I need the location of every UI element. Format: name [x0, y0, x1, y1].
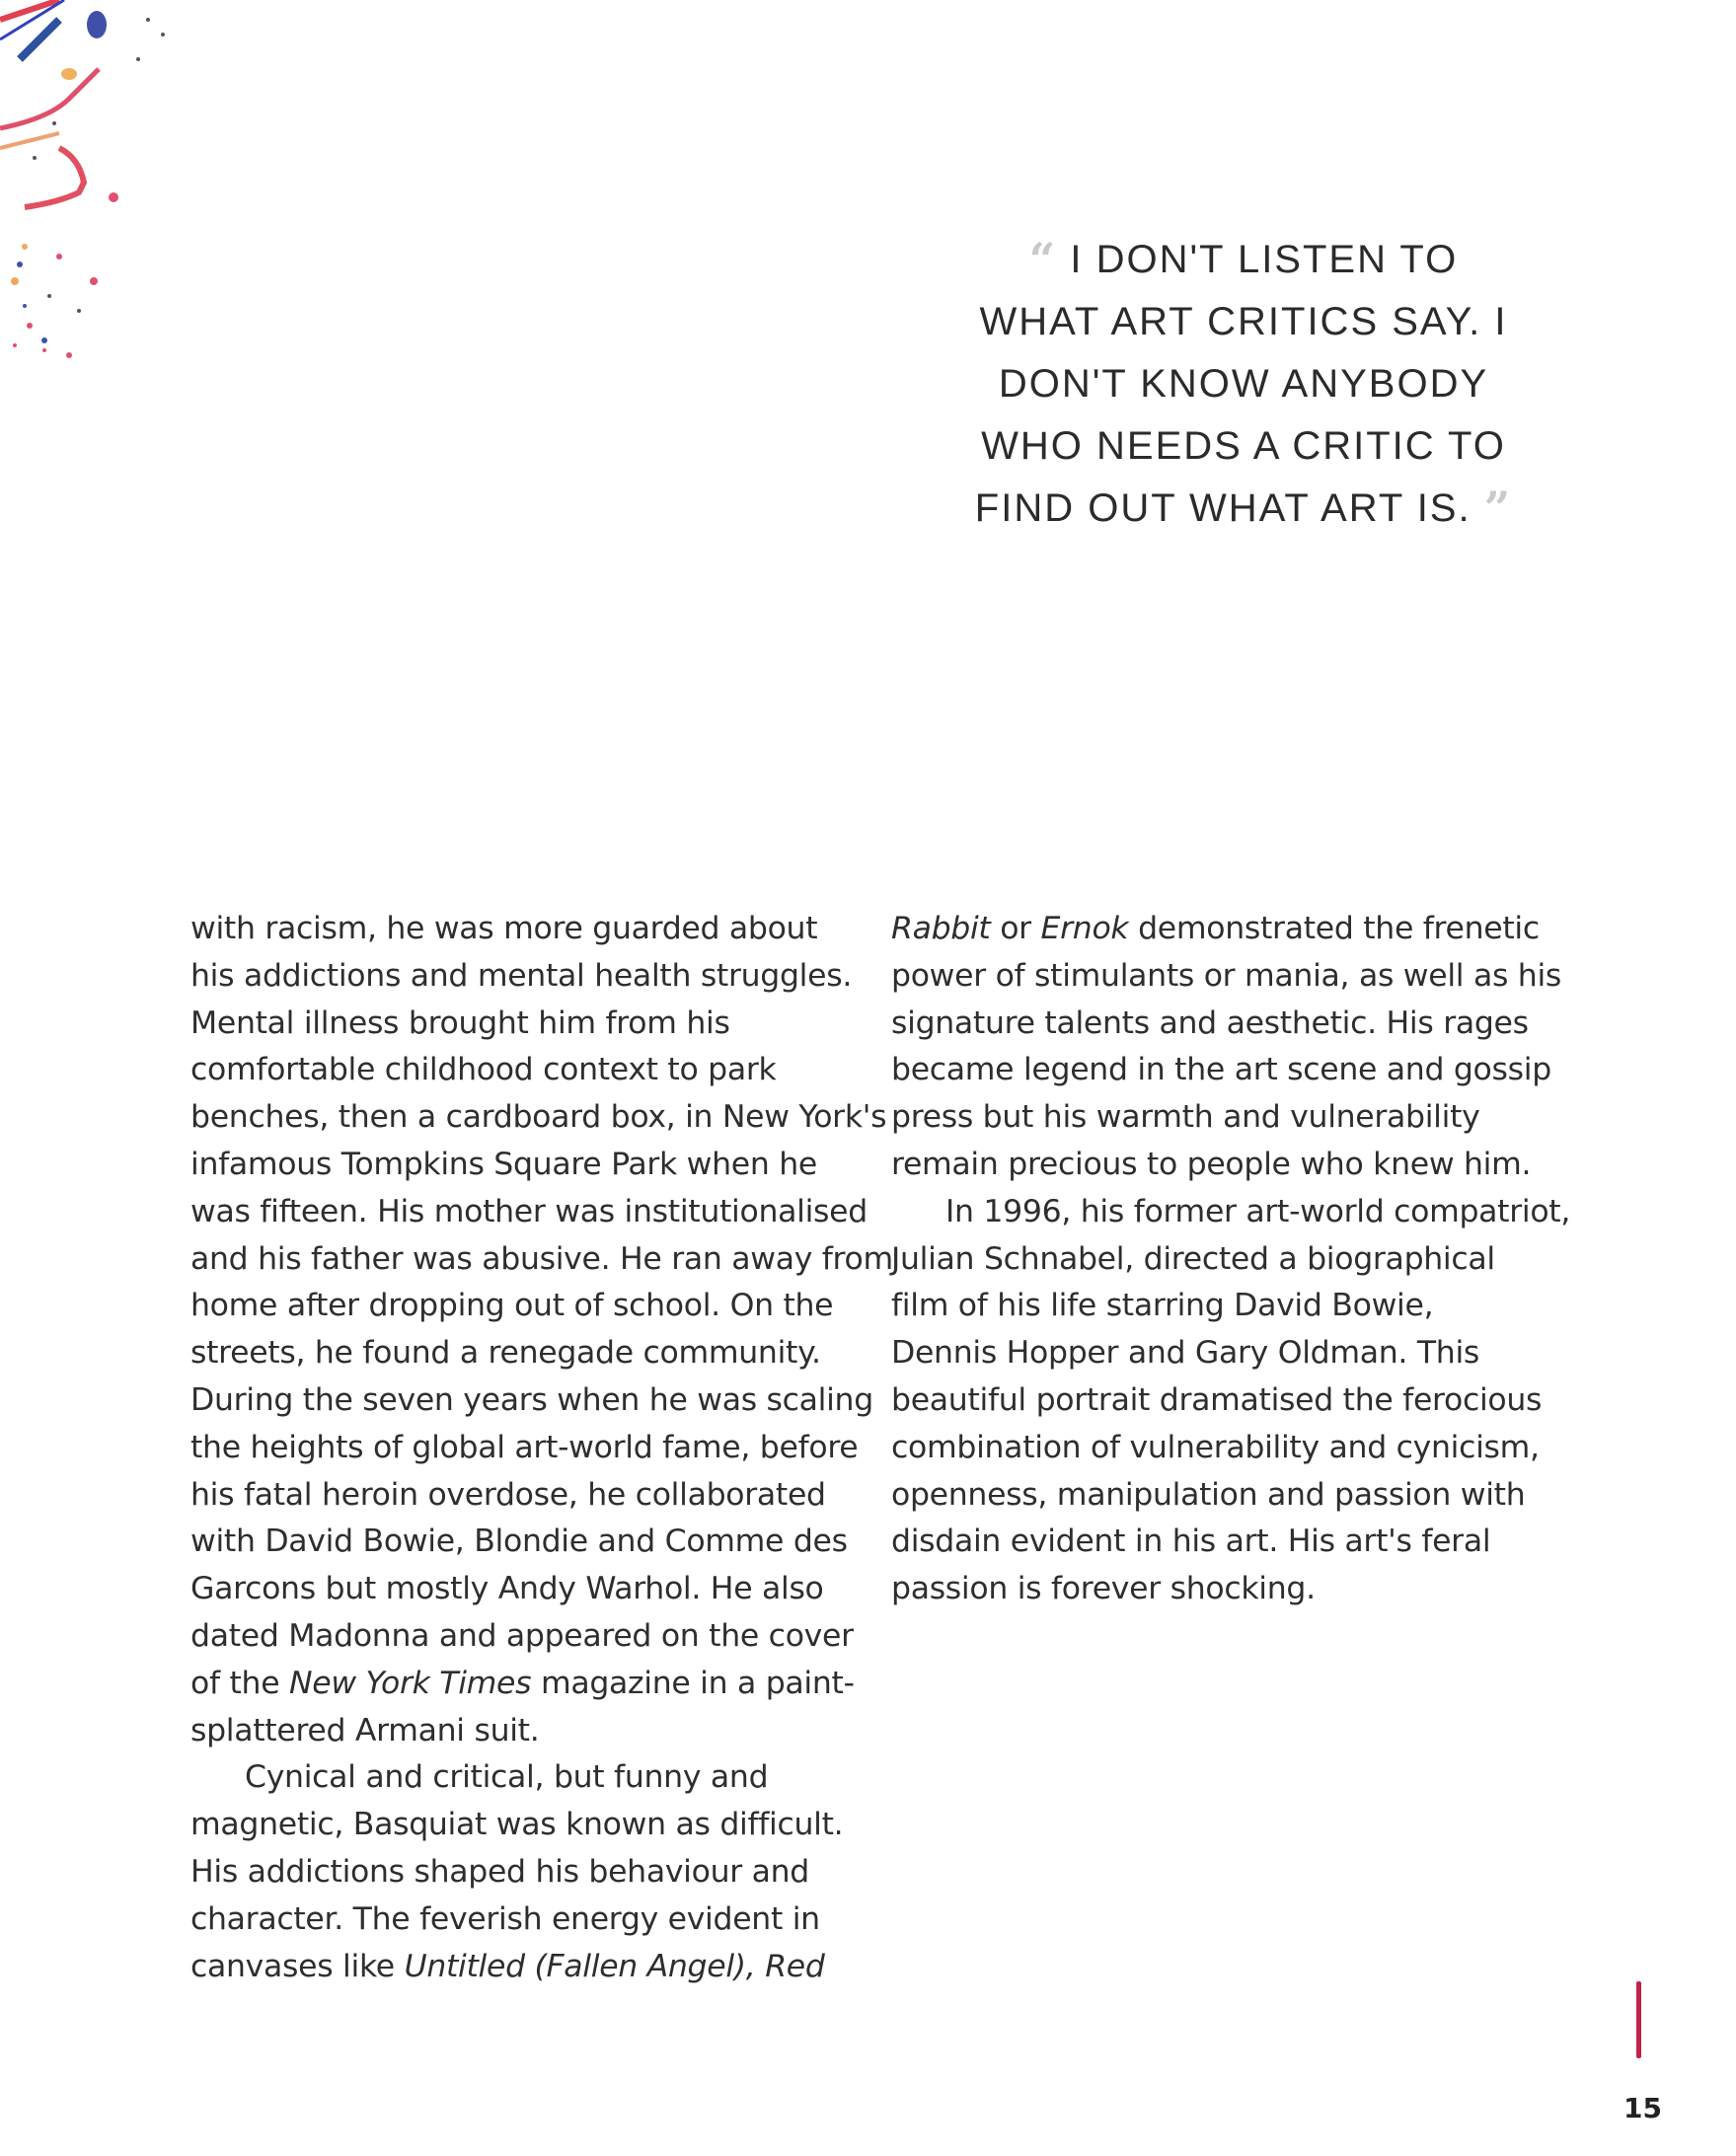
italic-title: Rabbit — [891, 911, 991, 946]
italic-title: New York Times — [288, 1665, 532, 1701]
text-segment: magnetic, Basquiat was known as difficult. — [190, 1807, 844, 1843]
body-text-line — [891, 1519, 1582, 1566]
quote-line — [947, 229, 1540, 291]
body-text-line — [891, 1330, 1582, 1377]
body-text-line — [190, 1566, 881, 1613]
text-segment: canvases like — [190, 1948, 405, 1984]
text-segment: became legend in the art scene and gossip — [891, 1052, 1551, 1088]
page-number: 15 — [1623, 2092, 1662, 2124]
text-segment: of the — [190, 1665, 289, 1701]
body-text-line — [891, 1189, 1582, 1236]
paint-splatter-decoration — [0, 0, 197, 414]
italic-title: Untitled (Fallen Angel), Red — [404, 1948, 825, 1984]
body-column-left — [190, 906, 893, 1990]
text-segment: combination of vulnerability and cynicism, — [891, 1429, 1540, 1465]
body-text-line — [891, 1472, 1582, 1520]
text-segment: signature talents and aesthetic. His rages — [891, 1004, 1529, 1041]
body-text-line — [190, 1283, 881, 1330]
text-segment: or — [990, 911, 1041, 946]
text-segment: During the seven years when he was scaling — [190, 1381, 873, 1418]
text-segment: benches, then a cardboard box, in New York's — [190, 1099, 887, 1136]
quote-text: WHAT ART CRITICS SAY. I — [979, 300, 1508, 343]
text-segment: openness, manipulation and passion with — [891, 1476, 1526, 1513]
body-text-line — [891, 1094, 1582, 1142]
body-text-line — [891, 906, 1582, 953]
text-segment: passion is forever shocking. — [891, 1571, 1316, 1607]
body-text-line — [190, 1661, 881, 1708]
body-text-line — [190, 1377, 881, 1425]
body-text-line — [891, 1283, 1582, 1330]
body-text-line — [190, 1896, 881, 1944]
quote-line — [947, 291, 1540, 353]
text-segment: Garcons but mostly Andy Warhol. He also — [190, 1571, 824, 1607]
text-segment: remain precious to people who knew him. — [891, 1146, 1532, 1182]
text-segment: Cynical and critical, but funny and — [245, 1759, 769, 1796]
text-segment: comfortable childhood context to park — [190, 1052, 777, 1088]
text-segment: disdain evident in his art. His art's feral — [891, 1524, 1491, 1560]
pull-quote — [947, 229, 1540, 540]
text-segment: with racism, he was more guarded about — [190, 911, 818, 946]
text-segment: streets, he found a renegade community. — [190, 1335, 821, 1372]
text-segment: his addictions and mental health struggles. — [190, 957, 853, 994]
open-quote-icon: “ — [1028, 233, 1058, 286]
quote-line — [947, 353, 1540, 415]
quote-line — [947, 415, 1540, 478]
body-text-line — [190, 906, 881, 953]
text-segment: was fifteen. His mother was institutionalised — [190, 1193, 868, 1229]
body-text-line — [891, 1047, 1582, 1094]
body-text-line — [190, 1236, 893, 1284]
text-segment: power of stimulants or mania, as well as his — [891, 957, 1562, 994]
text-segment: dated Madonna and appeared on the cover — [190, 1617, 854, 1654]
close-quote-icon: ” — [1483, 482, 1513, 535]
text-segment: demonstrated the frenetic — [1128, 911, 1540, 946]
text-segment: Julian Schnabel, directed a biographical — [891, 1240, 1495, 1277]
text-segment: press but his warmth and vulnerability — [891, 1099, 1480, 1136]
quote-line — [947, 478, 1540, 540]
body-text-line — [891, 1425, 1582, 1472]
body-text-line — [891, 1001, 1582, 1048]
body-text-line — [190, 1330, 881, 1377]
text-segment: In 1996, his former art-world compatriot, — [945, 1193, 1571, 1229]
body-text-line — [891, 1566, 1582, 1613]
body-text-line — [190, 1142, 881, 1189]
body-text-line — [190, 1047, 881, 1094]
body-text-line — [190, 1189, 881, 1236]
body-text-line — [190, 1472, 881, 1520]
quote-text: I DON'T LISTEN TO — [1070, 238, 1459, 281]
text-segment: with David Bowie, Blondie and Comme des — [190, 1524, 848, 1560]
accent-bar — [1636, 1981, 1641, 2058]
body-text-line — [190, 1708, 881, 1755]
body-text-line — [891, 953, 1582, 1001]
body-text-line — [891, 1142, 1582, 1189]
text-segment: splattered Armani suit. — [190, 1712, 540, 1748]
body-text-line — [190, 1001, 881, 1048]
text-segment: film of his life starring David Bowie, — [891, 1288, 1434, 1324]
text-segment: infamous Tompkins Square Park when he — [190, 1146, 818, 1182]
body-text-line — [190, 1425, 881, 1472]
body-text-line — [190, 1849, 881, 1896]
text-segment: Mental illness brought him from his — [190, 1004, 730, 1041]
body-text-line — [190, 1094, 887, 1142]
text-segment: Dennis Hopper and Gary Oldman. This — [891, 1335, 1480, 1372]
quote-text: WHO NEEDS A CRITIC TO — [981, 424, 1506, 468]
body-text-line — [190, 1519, 881, 1566]
body-text-line — [190, 1613, 881, 1661]
body-column-right — [891, 906, 1582, 1613]
text-segment: the heights of global art-world fame, before — [190, 1429, 859, 1465]
text-segment: His addictions shaped his behaviour and — [190, 1853, 809, 1890]
body-text-line — [190, 1802, 881, 1849]
body-text-line — [190, 1754, 881, 1802]
text-segment: his fatal heroin overdose, he collaborated — [190, 1476, 826, 1513]
body-text-line — [891, 1377, 1582, 1425]
body-text-line — [190, 1944, 881, 1991]
text-segment: and his father was abusive. He ran away from — [190, 1240, 893, 1277]
body-text-line — [891, 1236, 1582, 1284]
text-segment: home after dropping out of school. On the — [190, 1288, 834, 1324]
text-segment: beautiful portrait dramatised the ferocious — [891, 1381, 1543, 1418]
text-segment: magazine in a paint- — [531, 1665, 855, 1701]
quote-text: FIND OUT WHAT ART IS. — [974, 486, 1472, 530]
quote-text: DON'T KNOW ANYBODY — [998, 362, 1489, 406]
italic-title: Ernok — [1040, 911, 1129, 946]
text-segment: character. The feverish energy evident in — [190, 1900, 820, 1937]
body-text-line — [190, 953, 881, 1001]
